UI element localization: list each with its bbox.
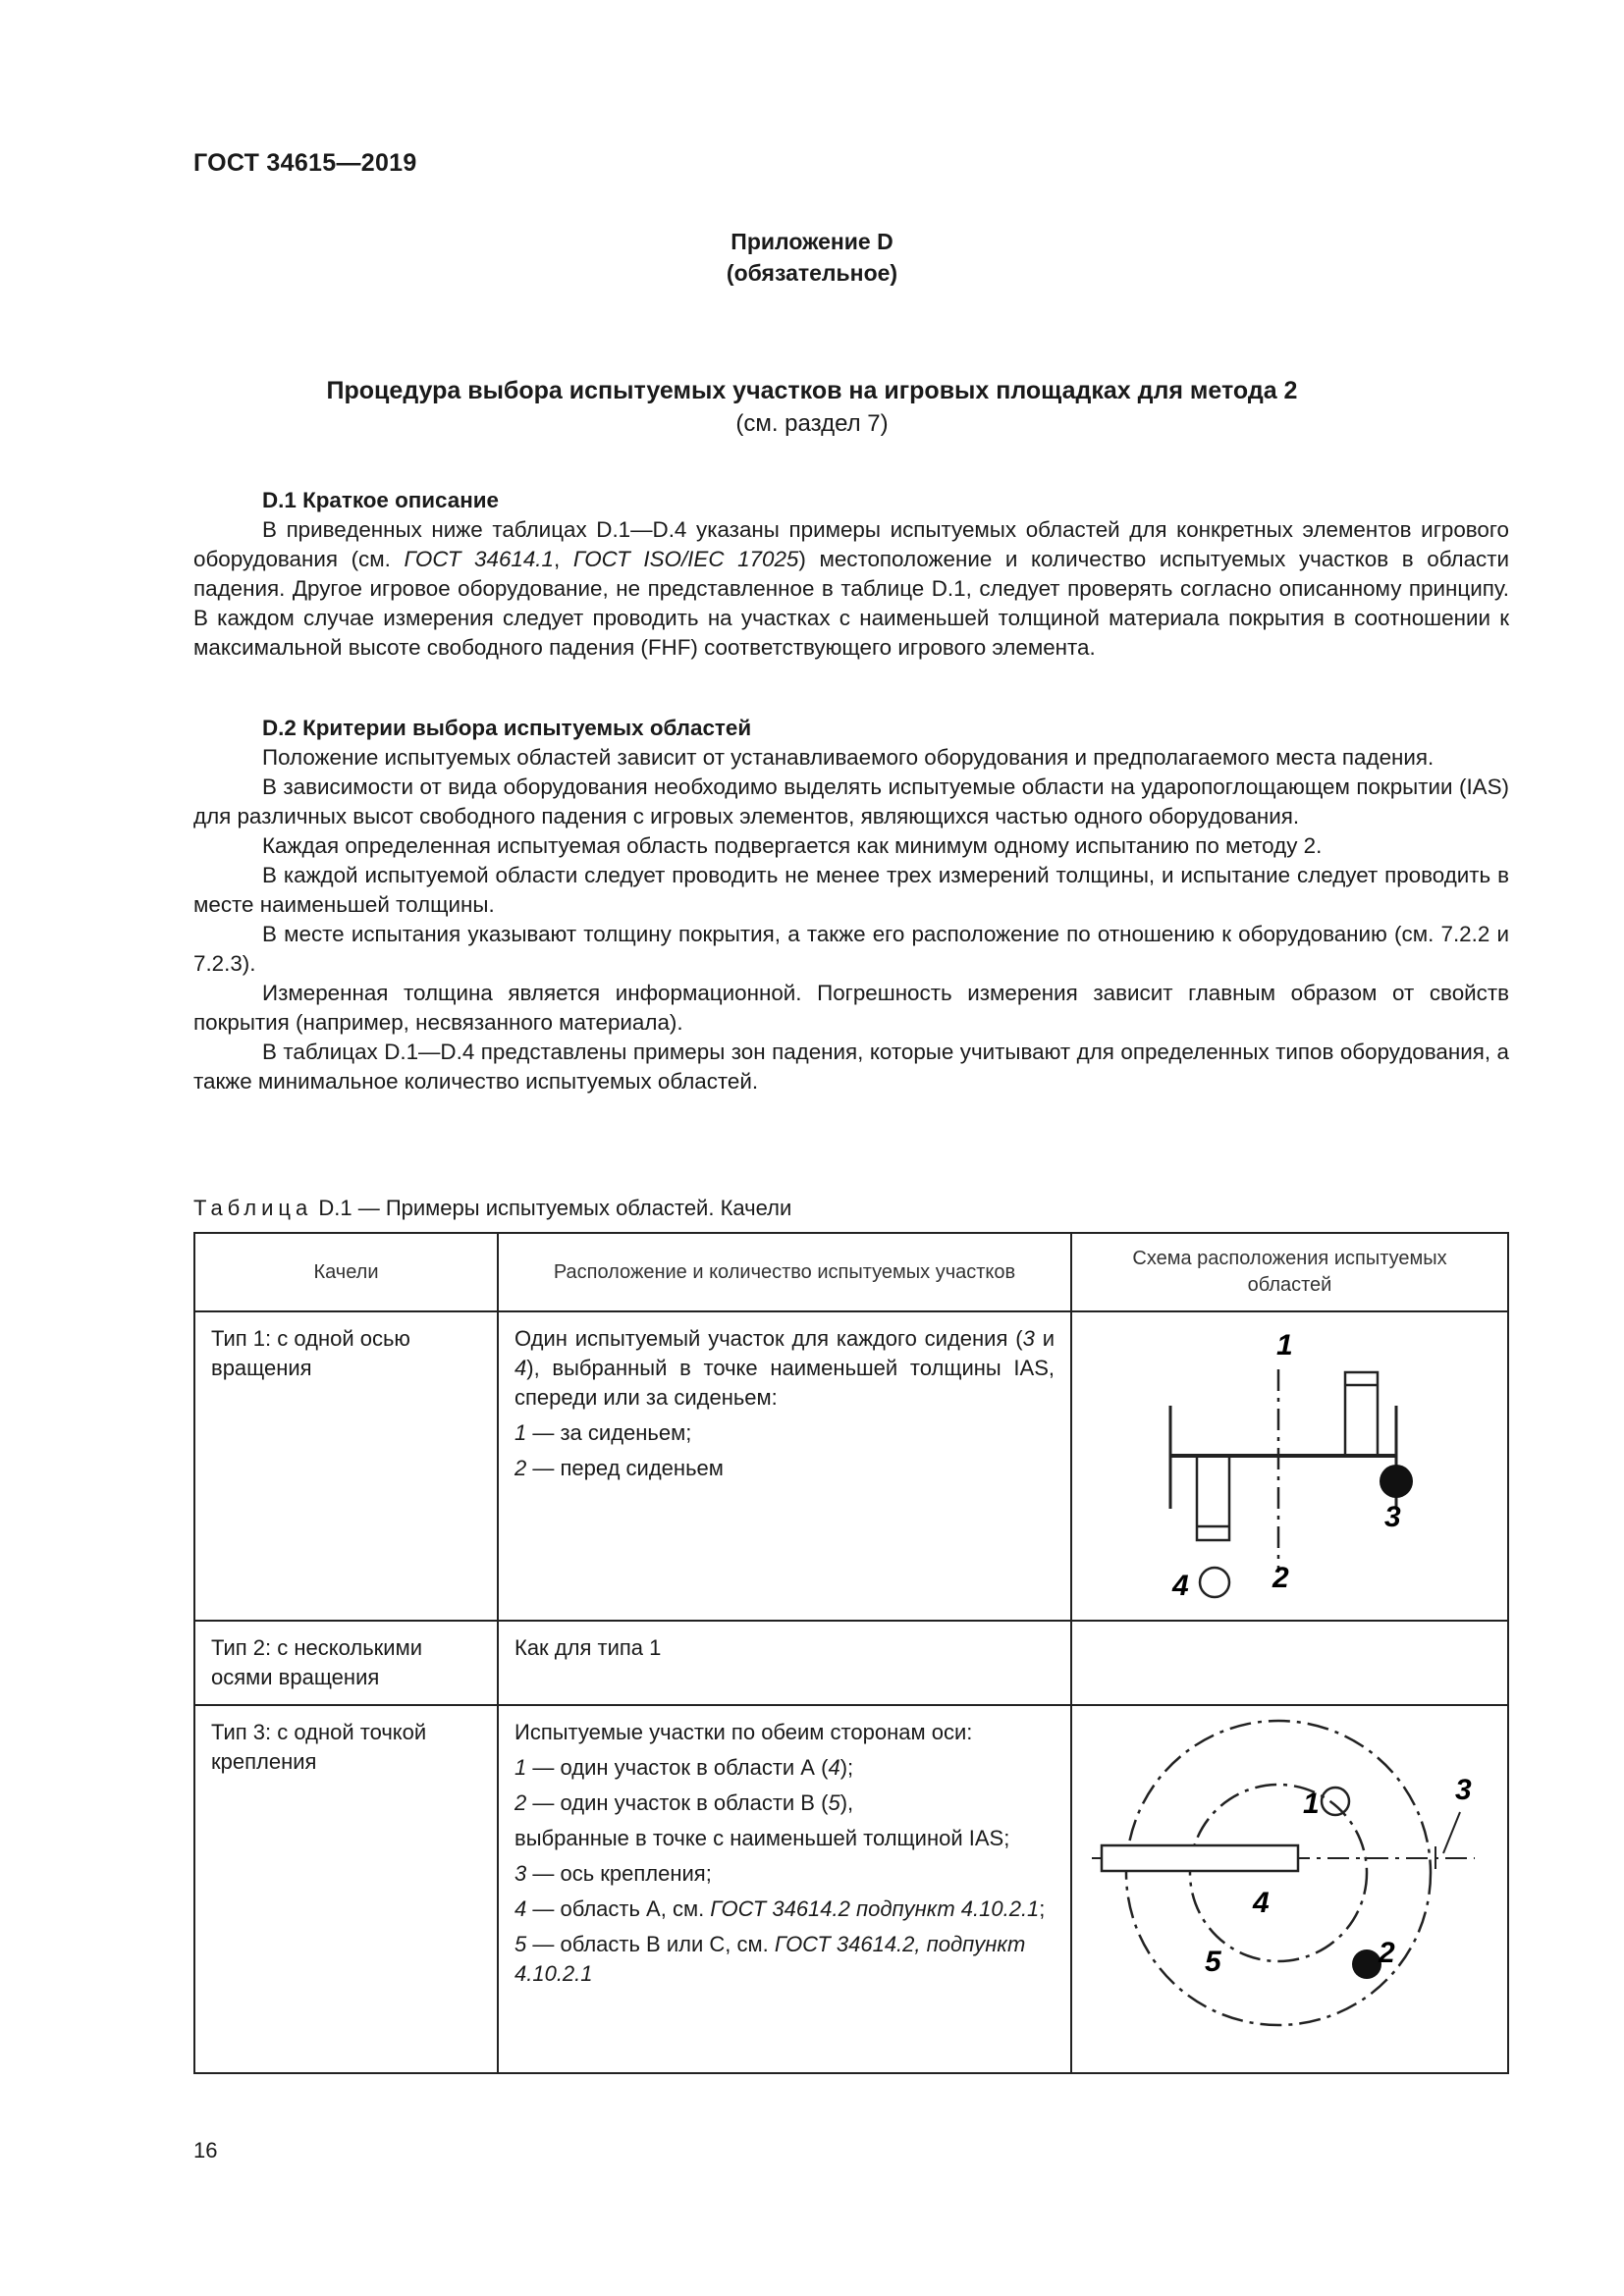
test-point-open (1200, 1568, 1229, 1597)
row1-item-1-text: — за сиденьем; (526, 1420, 692, 1445)
row3-desc-text: Испытуемые участки по обеим сторонам оси: (514, 1720, 973, 1744)
label-3: 3 (1384, 1501, 1401, 1533)
row1-scheme-cell (1071, 1311, 1508, 1621)
appendix-heading (0, 226, 1624, 289)
row3-item-3 (514, 1859, 1055, 1889)
table-caption-prefix: Таблица (193, 1196, 313, 1220)
single-point-swing-diagram (1072, 1706, 1504, 2064)
d2-paragraph-3: Каждая определенная испытуемая область подвергается как минимум одному испытанию по методу 2. (262, 833, 1323, 858)
row2-type: Тип 2: с несколькими осями вращения (194, 1621, 498, 1705)
row3-item-2-text: — один участок в области В ( (526, 1790, 829, 1815)
row1-desc-b: ), выбранный в точке наименьшей толщины IAS, спереди или за сиденьем: (514, 1356, 1055, 1410)
test-point-open (1322, 1788, 1349, 1815)
row3-item-2 (514, 1789, 1055, 1818)
row3-note: выбранные в точке с наименьшей толщиной IAS; (514, 1826, 1010, 1850)
row1-type: Тип 1: с одной осью вращения (194, 1311, 498, 1621)
d2-paragraph-6: Измеренная толщина является информационной. Погрешность измерения зависит главным образом от свойств покрытия (например, несвязанного материала). (193, 981, 1509, 1035)
label-2: 2 (1272, 1562, 1289, 1594)
row1-desc-text (514, 1324, 1055, 1413)
row1-item-2 (514, 1454, 1055, 1483)
d2-paragraph-2: В зависимости от вида оборудования необходимо выделять испытуемые области на ударопоглощающем покрытии (IAS) для различных высот свободного падения с игровых элементов, являющихся частью одного оборудования. (193, 774, 1509, 828)
document-number: ГОСТ 34615—2019 (193, 149, 417, 177)
single-axis-swing-diagram (1072, 1312, 1504, 1612)
d2-paragraph-4: В каждой испытуемой области следует проводить не менее трех измерений толщины, и испытание следует проводить в месте наименьшей толщины. (193, 863, 1509, 917)
row1-item-1 (514, 1418, 1055, 1448)
d2-paragraph-5: В месте испытания указывают толщину покрытия, а также его расположение по отношению к оборудованию (см. 7.2.2 и 7.2.3). (193, 922, 1509, 976)
d1-text-b: ) местоположение и количество испытуемых участков в области падения. Другое игровое оборудование, не представленное в таблице D.1, следует проверять согласно описанному принципу. В каждом случае измерения следует проводить на участках с наименьшей толщиной материала покрытия в соотношении к максимальной высоте свободного падения (FHF) соответствующего игрового элемента. (193, 547, 1509, 660)
d1-sep: , (553, 547, 573, 571)
row3-item-5-num: 5 (514, 1932, 527, 1956)
row3-item-3-num: 3 (514, 1861, 527, 1886)
header-scheme: Схема расположения испытуемых областей (1071, 1233, 1508, 1311)
header-location: Расположение и количество испытуемых участков (498, 1233, 1071, 1311)
row3-item-4-end: ; (1039, 1896, 1046, 1921)
appendix-title: Приложение D (731, 229, 893, 254)
row3-item-2-end: ), (839, 1790, 854, 1815)
leader-line (1443, 1812, 1460, 1853)
row1-item-2-text: — перед сиденьем (526, 1456, 724, 1480)
inner-area-circle (1190, 1785, 1367, 1961)
row3-item-1-end: ); (839, 1755, 854, 1780)
row1-desc-n1: 3 (1022, 1326, 1035, 1351)
label-4: 4 (1253, 1887, 1270, 1919)
label-1: 1 (1276, 1329, 1293, 1362)
row3-item-5 (514, 1930, 1055, 1989)
row1-item-2-num: 2 (514, 1456, 527, 1480)
row3-item-2-ref: 5 (828, 1790, 840, 1815)
row3-item-4-num: 4 (514, 1896, 527, 1921)
row3-description (498, 1705, 1071, 2073)
d1-heading: D.1 Краткое описание (262, 488, 499, 512)
row3-item-2-num: 2 (514, 1790, 527, 1815)
row1-description (498, 1311, 1071, 1621)
label-3: 3 (1455, 1774, 1472, 1806)
row1-desc-and: и (1034, 1326, 1055, 1351)
d2-paragraph-7: В таблицах D.1—D.4 представлены примеры зон падения, которые учитывают для определенных типов оборудования, а также минимальное количество испытуемых областей. (193, 1040, 1509, 1094)
table-caption (193, 1196, 791, 1221)
d2-heading: D.2 Критерии выбора испытуемых областей (262, 716, 752, 740)
label-1: 1 (1303, 1788, 1320, 1820)
test-point-filled (1352, 1949, 1381, 1979)
row1-desc-a: Один испытуемый участок для каждого сидения ( (514, 1326, 1023, 1351)
table-header-row (194, 1233, 1508, 1311)
section-d2 (193, 714, 1509, 1096)
label-4: 4 (1172, 1570, 1189, 1602)
d1-paragraph (193, 515, 1509, 663)
d1-text-a: В приведенных ниже таблицах D.1—D.4 указаны примеры испытуемых областей для конкретных элементов игрового оборудования (см. (193, 517, 1509, 571)
appendix-status: (обязательное) (726, 260, 898, 286)
table-caption-rest: D.1 — Примеры испытуемых областей. Качели (312, 1196, 792, 1220)
d1-ref-1: ГОСТ 34614.1 (404, 547, 554, 571)
row3-item-1 (514, 1753, 1055, 1783)
table-row (194, 1621, 1508, 1705)
table-row (194, 1705, 1508, 2073)
row3-scheme-cell (1071, 1705, 1508, 2073)
row3-item-4-ref: ГОСТ 34614.2 подпункт 4.10.2.1 (710, 1896, 1040, 1921)
row3-item-3-text: — ось крепления; (526, 1861, 712, 1886)
procedure-subtitle: (см. раздел 7) (735, 410, 889, 437)
row3-item-4 (514, 1895, 1055, 1924)
row3-item-1-ref: 4 (828, 1755, 840, 1780)
swing-arm (1102, 1845, 1298, 1871)
table-row (194, 1311, 1508, 1621)
label-5: 5 (1205, 1946, 1221, 1978)
d2-paragraph-1: Положение испытуемых областей зависит от устанавливаемого оборудования и предполагаемого места падения. (262, 745, 1435, 770)
row3-item-5-text: — область В или С, см. (526, 1932, 775, 1956)
header-swings: Качели (194, 1233, 498, 1311)
d1-ref-2: ГОСТ ISO/IEC 17025 (572, 547, 799, 571)
test-point-filled (1380, 1465, 1413, 1498)
row3-item-5-ref: ГОСТ 34614.2, подпункт 4.10.2.1 (514, 1932, 1026, 1986)
row3-type: Тип 3: с одной точкой крепления (194, 1705, 498, 2073)
row3-item-1-num: 1 (514, 1755, 527, 1780)
row1-item-1-num: 1 (514, 1420, 527, 1445)
swings-table (193, 1232, 1509, 2074)
row2-scheme-cell (1071, 1621, 1508, 1705)
page-number: 16 (193, 2138, 218, 2163)
row1-desc-n2: 4 (514, 1356, 527, 1380)
section-d1 (193, 486, 1509, 663)
row3-item-1-text: — один участок в области А ( (526, 1755, 829, 1780)
row2-description: Как для типа 1 (498, 1621, 1071, 1705)
label-2: 2 (1379, 1937, 1395, 1969)
row3-item-4-text: — область А, см. (526, 1896, 711, 1921)
procedure-title: Процедура выбора испытуемых участков на игровых площадках для метода 2 (326, 377, 1298, 404)
outer-area-circle (1126, 1721, 1431, 2025)
